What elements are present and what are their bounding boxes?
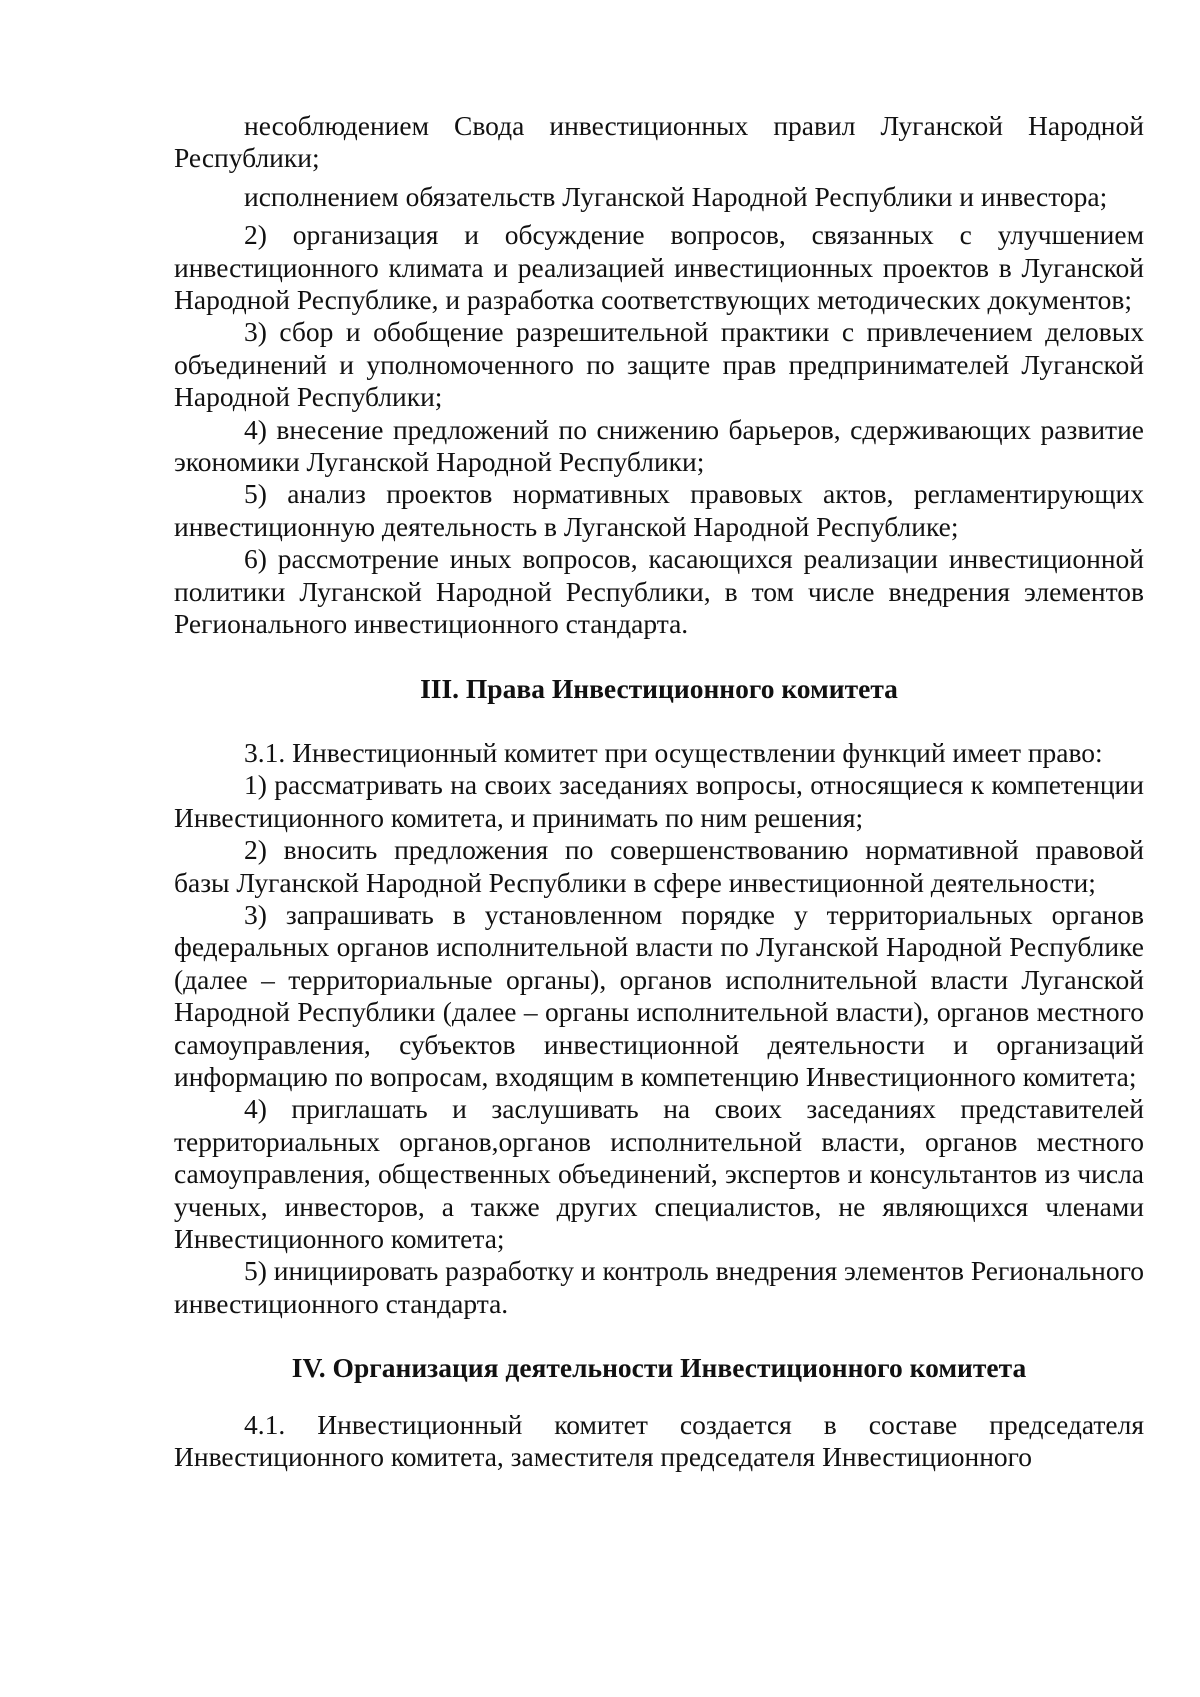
rights-item-1: 1) рассматривать на своих заседаниях вопросы, относящиеся к компетенции Инвестиционного комитета, и принимать по ним решения; <box>174 769 1144 833</box>
section-iv-heading: IV. Организация деятельности Инвестиционного комитета <box>291 1352 1027 1384</box>
list-item-6-other-questions: 6) рассмотрение иных вопросов, касающихся реализации инвестиционной политики Луганской Народной Республики, в том числе внедрения элементов Регионального инвестиционного стандарта. <box>174 543 1144 640</box>
list-item-4-proposals: 4) внесение предложений по снижению барьеров, сдерживающих развитие экономики Луганской Народной Республики; <box>174 413 1144 478</box>
paragraph-obligations: исполнением обязательств Луганской Народной Республики и инвестора; <box>244 180 1108 212</box>
rights-item-2: 2) вносить предложения по совершенствованию нормативной правовой базы Луганской Народной Республики в сфере инвестиционной деятельности; <box>174 834 1144 898</box>
paragraph-noncompliance: несоблюдением Свода инвестиционных правил Луганской Народной Республики; <box>174 110 1144 174</box>
document-page <box>174 110 1144 1473</box>
section-iii-heading: III. Права Инвестиционного комитета <box>420 672 898 704</box>
list-item-5-analysis: 5) анализ проектов нормативных правовых актов, регламентирующих инвестиционную деятельность в Луганской Народной Республике; <box>174 478 1144 542</box>
paragraph-3-1: 3.1. Инвестиционный комитет при осуществлении функций имеет право: <box>244 736 1103 768</box>
rights-item-4: 4) приглашать и заслушивать на своих заседаниях представителей территориальных органов,органов исполнительной власти, органов местного самоуправления, общественных объединений, экспертов и консультантов из числа ученых, инвесторов, а также других специалистов, не являющихся членами Инвестиционного комитета; <box>174 1093 1144 1254</box>
paragraph-4-1: 4.1. Инвестиционный комитет создается в составе председателя Инвестиционного комитета, заместителя председателя Инвестиционного <box>174 1408 1144 1473</box>
list-item-2-organization: 2) организация и обсуждение вопросов, связанных с улучшением инвестиционного климата и реализацией инвестиционных проектов в Луганской Народной Республике, и разработка соответствующих методических документов; <box>174 219 1144 316</box>
list-item-3-collection: 3) сбор и обобщение разрешительной практики с привлечением деловых объединений и уполномоченного по защите прав предпринимателей Луганской Народной Республики; <box>174 316 1144 413</box>
rights-item-3: 3) запрашивать в установленном порядке у территориальных органов федеральных органов исполнительной власти по Луганской Народной Республике (далее – территориальные органы), органов исполнительной власти Луганской Народной Республики (далее – органы исполнительной власти), органов местного самоуправления, субъектов инвестиционной деятельности и организаций информацию по вопросам, входящим в компетенцию Инвестиционного комитета; <box>174 898 1144 1092</box>
rights-item-5: 5) инициировать разработку и контроль внедрения элементов Регионального инвестиционного стандарта. <box>174 1255 1144 1319</box>
